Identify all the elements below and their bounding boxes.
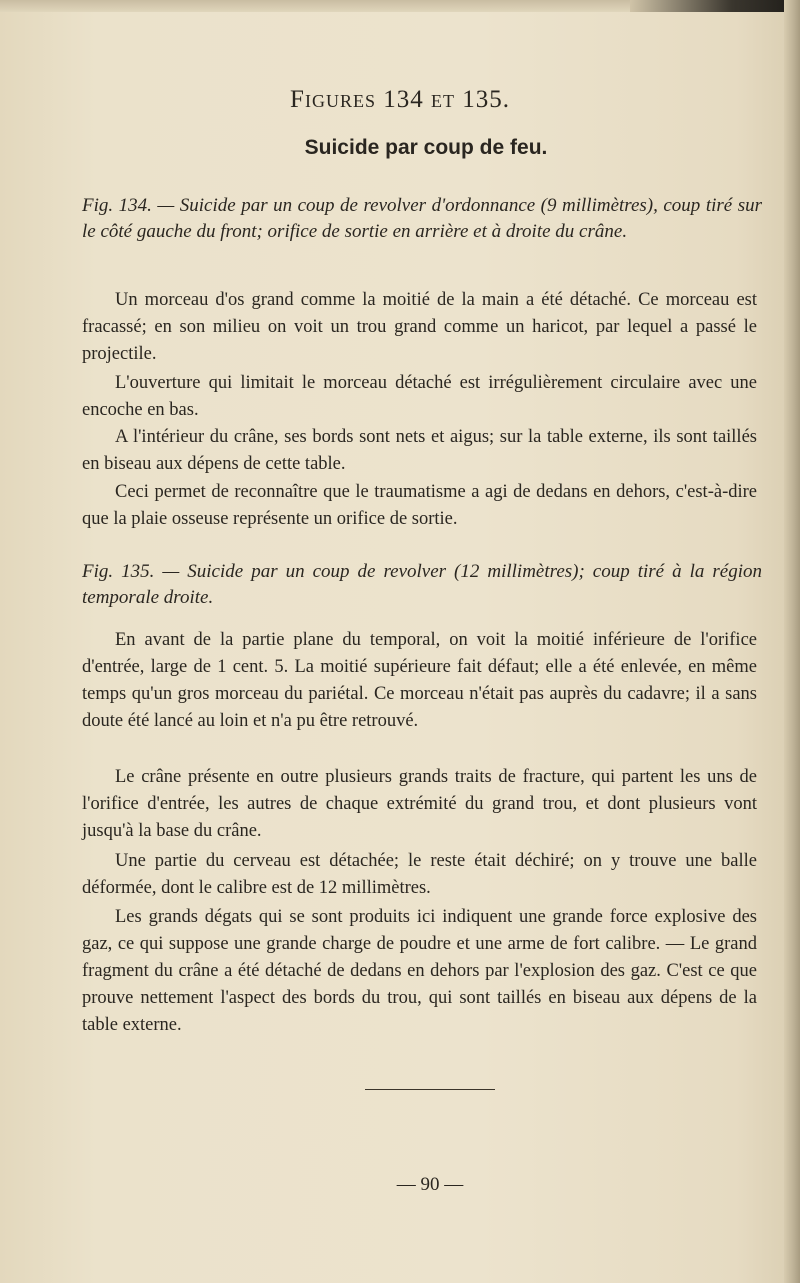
figure-134-paragraph-3: A l'intérieur du crâne, ses bords sont nets et aigus; sur la table externe, ils sont taillés en biseau aux dépens de cette table.	[82, 427, 757, 474]
figure-135-paragraph-4: Les grands dégats qui se sont produits ici indiquent une grande force explosive des gaz, ce qui suppose une grande charge de poudre et une arme de fort calibre. — Le grand fragment du crâne a été détaché de dedans en dehors par l'explosion des gaz. C'est ce que prouve nettement l'aspect des bords du trou, qui sont taillés en biseau aux dépens de la table externe.	[82, 907, 757, 1035]
page-heading: Figures 134 et 135.	[290, 86, 510, 113]
page-top-shadow	[630, 0, 800, 12]
figure-134-paragraph-1: Un morceau d'os grand comme la moitié de la main a été détaché. Ce morceau est fracassé; en son milieu on voit un trou grand comme un haricot, par lequel a passé le projectile.	[82, 290, 757, 364]
figure-135-paragraph-1: En avant de la partie plane du temporal, on voit la moitié inférieure de l'orifice d'entrée, large de 1 cent. 5. La moitié supérieure fait défaut; elle a été enlevée, en même temps qu'un gros morceau du pariétal. Ce morceau n'était pas auprès du cadavre; il a sans doute été lancé au loin et n'a pu être retrouvé.	[82, 630, 757, 731]
figure-135-paragraph-3: Une partie du cerveau est détachée; le reste était déchiré; on y trouve une balle déformée, dont le calibre est de 12 millimètres.	[82, 851, 757, 898]
page-right-edge	[784, 0, 800, 1283]
figure-135-paragraph-2: Le crâne présente en outre plusieurs grands traits de fracture, qui partent les uns de l'orifice d'entrée, les autres de chaque extrémité du grand trou, et dont plusieurs vont jusqu'à la base du crâne.	[82, 767, 757, 841]
page-subheading: Suicide par coup de feu.	[304, 136, 548, 159]
figure-135-caption: Fig. 135. — Suicide par un coup de revolver (12 millimètres); coup tiré à la région temporale droite.	[82, 561, 762, 608]
section-divider-rule	[365, 1089, 495, 1090]
figure-134-paragraph-2: L'ouverture qui limitait le morceau détaché est irrégulièrement circulaire avec une encoche en bas.	[82, 373, 757, 420]
page-number: — 90 —	[396, 1174, 464, 1195]
figure-134-paragraph-4: Ceci permet de reconnaître que le traumatisme a agi de dedans en dehors, c'est-à-dire que la plaie osseuse représente un orifice de sortie.	[82, 482, 757, 529]
figure-134-caption: Fig. 134. — Suicide par un coup de revolver d'ordonnance (9 millimètres), coup tiré sur le côté gauche du front; orifice de sortie en arrière et à droite du crâne.	[82, 195, 762, 242]
